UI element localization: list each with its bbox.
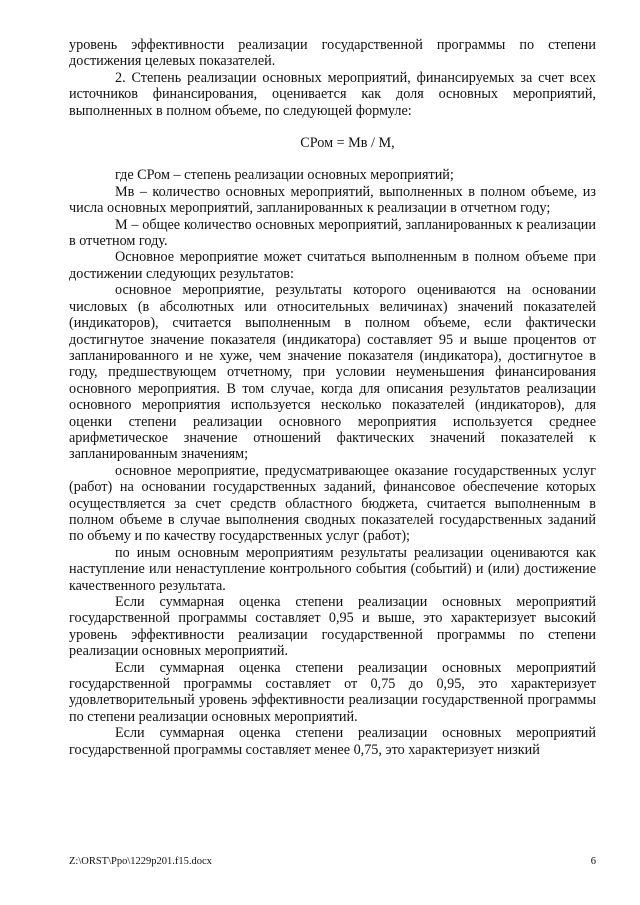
paragraph-state-services: основное мероприятие, предусматривающее оказание государственных услуг (работ) на основании государственных заданий, финансовое обеспечение которых осуществляется за счет средств областного бюджета, считается выполненным в полном объеме в случае выполнения сводных показателей государственных заданий по объему и по качеству государственных услуг (работ); — [69, 462, 596, 545]
paragraph-satisfactory-level: Если суммарная оценка степени реализации основных мероприятий государственной программы составляет от 0,75 до 0,95, это характеризует удовлетворительный уровень эффективности реализации государственной программы по степени реализации основных мероприятий. — [69, 659, 596, 725]
paragraph-main-activity: Основное мероприятие может считаться выполненным в полном объеме при достижении следующих результатов: — [69, 249, 596, 282]
paragraph-numeric-results: основное мероприятие, результаты которого оцениваются на основании числовых (в абсолютных или относительных величинах) значений показателей (индикаторов), считается выполненным в полном объеме, если фактически достигнутое значение показателя (индикатора) составляет 95 и выше процентов от запланированного и не хуже, чем значение показателя (индикатора), достигнутое в году, предшествующем отчетному, при условии неуменьшения финансирования основного мероприятия. В том случае, когда для описания результатов реализации основного мероприятия используется несколько показателей (индикаторов), для оценки степени реализации основного мероприятия используется среднее арифметическое значение отношений фактических значений показателей к запланированным значениям; — [69, 282, 596, 463]
paragraph-where-srom: где СРом – степень реализации основных мероприятий; — [115, 167, 454, 184]
paragraph-item-2: 2. Степень реализации основных мероприятий, финансируемых за счет всех источников финансирования, оценивается как доля основных мероприятий, выполненных в полном объеме, по следующей формуле: — [69, 69, 596, 119]
paragraph-low-level: Если суммарная оценка степени реализации основных мероприятий государственной программы составляет менее 0,75, это характеризует низкий — [69, 725, 596, 758]
paragraph-high-level: Если суммарная оценка степени реализации основных мероприятий государственной программы составляет 0,95 и выше, это характеризует высокий уровень эффективности реализации государственной программы по степени реализации основных мероприятий. — [69, 594, 596, 660]
paragraph-mv-definition: Мв – количество основных мероприятий, выполненных в полном объеме, из числа основных мероприятий, запланированных к реализации в отчетном году; — [69, 183, 596, 217]
paragraph-other-activities: по иным основным мероприятиям результаты реализации оцениваются как наступление или ненаступление контрольного события (событий) и (или) достижение качественного результата. — [69, 544, 596, 594]
footer-page-number: 6 — [590, 856, 596, 867]
formula: СРом = Мв / М, — [300, 135, 395, 152]
document-body — [69, 37, 596, 758]
paragraph-continuation: уровень эффективности реализации государственной программы по степени достижения целевых показателей. — [69, 37, 596, 70]
page-footer — [69, 856, 596, 868]
footer-file-path: Z:\ORST\Ppo\1229p201.f15.docx — [69, 856, 212, 867]
paragraph-m-definition: М – общее количество основных мероприятий, запланированных к реализации в отчетном году. — [69, 216, 596, 250]
